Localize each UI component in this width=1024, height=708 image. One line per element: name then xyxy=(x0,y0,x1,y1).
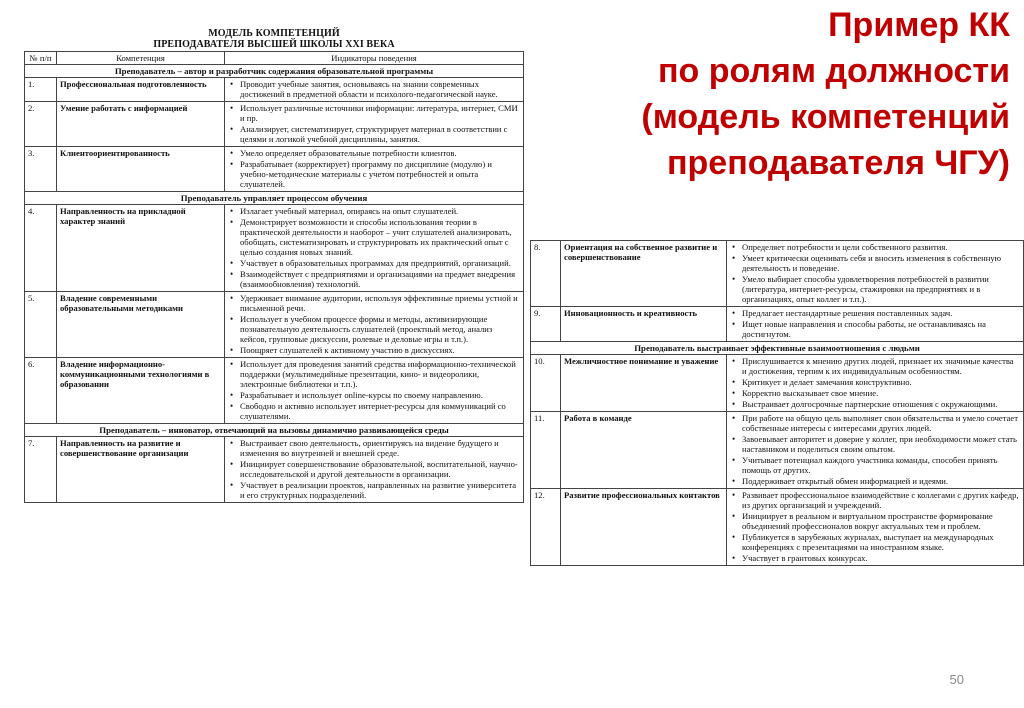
indicator-list xyxy=(228,359,520,421)
indicator-list xyxy=(228,148,520,189)
competence-number: 7. xyxy=(25,437,57,503)
competence-table-right-body xyxy=(531,241,1024,566)
indicators-cell xyxy=(225,292,524,358)
competence-row xyxy=(531,412,1024,489)
section-title: Преподаватель – инноватор, отвечающий на вызовы динамично развивающейся среды xyxy=(25,424,524,437)
indicator-item: • Инициирует совершенствование образовательной, воспитательной, научно-исследовательской и другой деятельности в организации. xyxy=(228,459,520,479)
indicators-cell xyxy=(727,241,1024,307)
indicator-item: • Использует различные источники информации: литература, интернет, СМИ и пр. xyxy=(228,103,520,123)
indicator-item: • Корректно высказывает свое мнение. xyxy=(730,388,1020,398)
indicator-list xyxy=(228,103,520,144)
competence-name: Направленность на развитие и совершенствование организации xyxy=(57,437,225,503)
competence-table-left xyxy=(24,51,524,503)
indicator-item: • Прислушивается к мнению других людей, признает их значимые качества и достижения, терпим к их индивидуальным особенностям. xyxy=(730,356,1020,376)
section-row xyxy=(531,342,1024,355)
page-number: 50 xyxy=(949,672,964,687)
section-title: Преподаватель – автор и разработчик содержания образовательной программы xyxy=(25,65,524,78)
competence-number: 5. xyxy=(25,292,57,358)
indicators-cell xyxy=(225,78,524,102)
indicator-item: • Анализирует, систематизирует, структурирует материал в соответствии с целями и логикой учебной дисциплины, занятия. xyxy=(228,124,520,144)
indicator-item: • Учитывает потенциал каждого участника команды, способен принять помощь от других. xyxy=(730,455,1020,475)
indicator-item: • Развивает профессиональное взаимодействие с коллегами с других кафедр, из других организаций и учреждений. xyxy=(730,490,1020,510)
indicator-list xyxy=(730,308,1020,339)
indicator-item: • Проводит учебные занятия, основываясь на знании современных достижений в предметной области и психолого-педагогической науке. xyxy=(228,79,520,99)
competence-name: Межличностное понимание и уважение xyxy=(561,355,727,412)
document-title-line-2: ПРЕПОДАВАТЕЛЯ ВЫСШЕЙ ШКОЛЫ XXI ВЕКА xyxy=(153,39,395,50)
indicator-list xyxy=(730,413,1020,486)
competence-name: Клиентоориентированность xyxy=(57,147,225,192)
indicator-item: • Определяет потребности и цели собственного развития. xyxy=(730,242,1020,252)
indicators-cell xyxy=(727,412,1024,489)
indicator-list xyxy=(730,242,1020,304)
competence-number: 11. xyxy=(531,412,561,489)
indicator-list xyxy=(228,293,520,355)
competence-name: Направленность на прикладной характер знаний xyxy=(57,205,225,292)
indicator-item: • Инициирует в реальном и виртуальном пространстве формирование объединений профессионалов вокруг актуальных тем и проблем. xyxy=(730,511,1020,531)
competence-name: Работа в команде xyxy=(561,412,727,489)
indicator-item: • Разрабатывает (корректирует) программу по дисциплине (модулю) и учебно-методические материалы с учетом потребностей и опыта слушателей. xyxy=(228,159,520,189)
competence-row xyxy=(531,355,1024,412)
indicators-cell xyxy=(225,358,524,424)
slide-title-line-2: по ролям должности xyxy=(657,52,1010,90)
competence-number: 2. xyxy=(25,102,57,147)
competence-model-document-page-1 xyxy=(24,28,524,666)
indicators-cell xyxy=(225,147,524,192)
indicator-item: • Критикует и делает замечания конструктивно. xyxy=(730,377,1020,387)
competence-number: 1. xyxy=(25,78,57,102)
slide-title-line-3: (модель компетенций xyxy=(641,98,1010,136)
indicator-item: • Публикуется в зарубежных журналах, выступает на международных конференциях с презентациями на иностранном языке. xyxy=(730,532,1020,552)
section-title: Преподаватель управляет процессом обучения xyxy=(25,192,524,205)
competence-name: Умение работать с информацией xyxy=(57,102,225,147)
indicators-cell xyxy=(727,355,1024,412)
indicators-cell xyxy=(225,205,524,292)
indicator-item: • Предлагает нестандартные решения поставленных задач. xyxy=(730,308,1020,318)
section-row xyxy=(25,424,524,437)
competence-number: 10. xyxy=(531,355,561,412)
indicator-item: • Использует в учебном процессе формы и методы, активизирующие познавательную деятельность слушателей (проектный метод, анализ кейсов, групповые дискуссии, ролевые и деловые игры и т.п.). xyxy=(228,314,520,344)
competence-number: 3. xyxy=(25,147,57,192)
competence-row xyxy=(25,358,524,424)
competence-name: Владение информационно-коммуникационными технологиями в образовании xyxy=(57,358,225,424)
competence-name: Владение современными образовательными методиками xyxy=(57,292,225,358)
indicator-item: • Поддерживает открытый обмен информацией и идеями. xyxy=(730,476,1020,486)
indicator-item: • Демонстрирует возможности и способы использования теории в практической деятельности и наоборот – учит слушателей анализировать, обобщать, систематизировать и структурировать их практический опыт с целью создания новых знаний. xyxy=(228,217,520,257)
competence-name: Ориентация на собственное развитие и совершенствование xyxy=(561,241,727,307)
indicators-cell xyxy=(727,489,1024,566)
header-competence: Компетенция xyxy=(57,52,225,65)
competence-row xyxy=(25,102,524,147)
document-title-line-1: МОДЕЛЬ КОМПЕТЕНЦИЙ xyxy=(208,28,340,39)
competence-row xyxy=(531,489,1024,566)
competence-model-document-page-2 xyxy=(530,240,1024,662)
indicator-item: • Участвует в грантовых конкурсах. xyxy=(730,553,1020,563)
competence-row xyxy=(531,307,1024,342)
competence-number: 12. xyxy=(531,489,561,566)
indicator-item: • Умело определяет образовательные потребности клиентов. xyxy=(228,148,520,158)
indicator-item: • Удерживает внимание аудитории, используя эффективные приемы устной и письменной речи. xyxy=(228,293,520,313)
indicator-item: • При работе на общую цель выполняет свои обязательства и умело сочетает собственные интересы с интересами других людей. xyxy=(730,413,1020,433)
indicator-item: • Поощряет слушателей к активному участию в дискуссиях. xyxy=(228,345,520,355)
indicator-item: • Завоевывает авторитет и доверие у коллег, при необходимости может стать наставником и поделиться своим опытом. xyxy=(730,434,1020,454)
indicator-item: • Излагает учебный материал, опираясь на опыт слушателей. xyxy=(228,206,520,216)
indicators-cell xyxy=(225,437,524,503)
competence-table-left-body xyxy=(25,65,524,503)
header-num: № п/п xyxy=(25,52,57,65)
indicator-item: • Взаимодействует с предприятиями и организациями на предмет внедрения (взаимообновления) технологий. xyxy=(228,269,520,289)
indicator-item: • Участвует в образовательных программах для предприятий, организаций. xyxy=(228,258,520,268)
indicator-item: • Выстраивает свою деятельность, ориентируясь на видение будущего и изменения во внутренней и внешней среде. xyxy=(228,438,520,458)
indicators-cell xyxy=(727,307,1024,342)
competence-row xyxy=(25,78,524,102)
indicator-item: • Умело выбирает способы удовлетворения потребностей в развитии (литература, интернет-ресурсы, стажировки на предприятиях и в организациях, опыт коллег и т.п.). xyxy=(730,274,1020,304)
competence-name: Инновационность и креативность xyxy=(561,307,727,342)
competence-row xyxy=(25,292,524,358)
indicator-item: • Свободно и активно использует интернет-ресурсы для коммуникаций со слушателями. xyxy=(228,401,520,421)
indicators-cell xyxy=(225,102,524,147)
slide-title-line-4: преподавателя ЧГУ) xyxy=(666,144,1010,182)
indicator-list xyxy=(228,79,520,99)
competence-row xyxy=(25,437,524,503)
indicator-list xyxy=(730,356,1020,409)
indicator-list xyxy=(228,206,520,289)
competence-name: Развитие профессиональных контактов xyxy=(561,489,727,566)
slide-title-line-1: Пример КК xyxy=(828,6,1010,44)
competence-table-right xyxy=(530,240,1024,566)
indicator-item: • Участвует в реализации проектов, направленных на развитие университета и его структурных подразделений. xyxy=(228,480,520,500)
competence-number: 9. xyxy=(531,307,561,342)
competence-number: 6. xyxy=(25,358,57,424)
indicator-item: • Умеет критически оценивать себя и вносить изменения в собственную деятельность и поведение. xyxy=(730,253,1020,273)
section-title: Преподаватель выстраивает эффективные взаимоотношения с людьми xyxy=(531,342,1024,355)
competence-name: Профессиональная подготовленность xyxy=(57,78,225,102)
indicator-list xyxy=(730,490,1020,563)
competence-row xyxy=(531,241,1024,307)
competence-row xyxy=(25,205,524,292)
indicator-item: • Ищет новые направления и способы работы, не останавливаясь на достигнутом. xyxy=(730,319,1020,339)
slide-title xyxy=(560,2,1010,186)
indicator-list xyxy=(228,438,520,500)
indicator-item: • Выстраивает долгосрочные партнерские отношения с окружающими. xyxy=(730,399,1020,409)
indicator-item: • Использует для проведения занятий средства информационно-технической поддержки (мультимедийные презентации, кино- и видеоролики, электронные библиотеки и т.п.). xyxy=(228,359,520,389)
competence-number: 8. xyxy=(531,241,561,307)
section-row xyxy=(25,65,524,78)
indicator-item: • Разрабатывает и использует online-курсы по своему направлению. xyxy=(228,390,520,400)
section-row xyxy=(25,192,524,205)
table-header-row xyxy=(25,52,524,65)
competence-row xyxy=(25,147,524,192)
competence-number: 4. xyxy=(25,205,57,292)
header-indicators: Индикаторы поведения xyxy=(225,52,524,65)
